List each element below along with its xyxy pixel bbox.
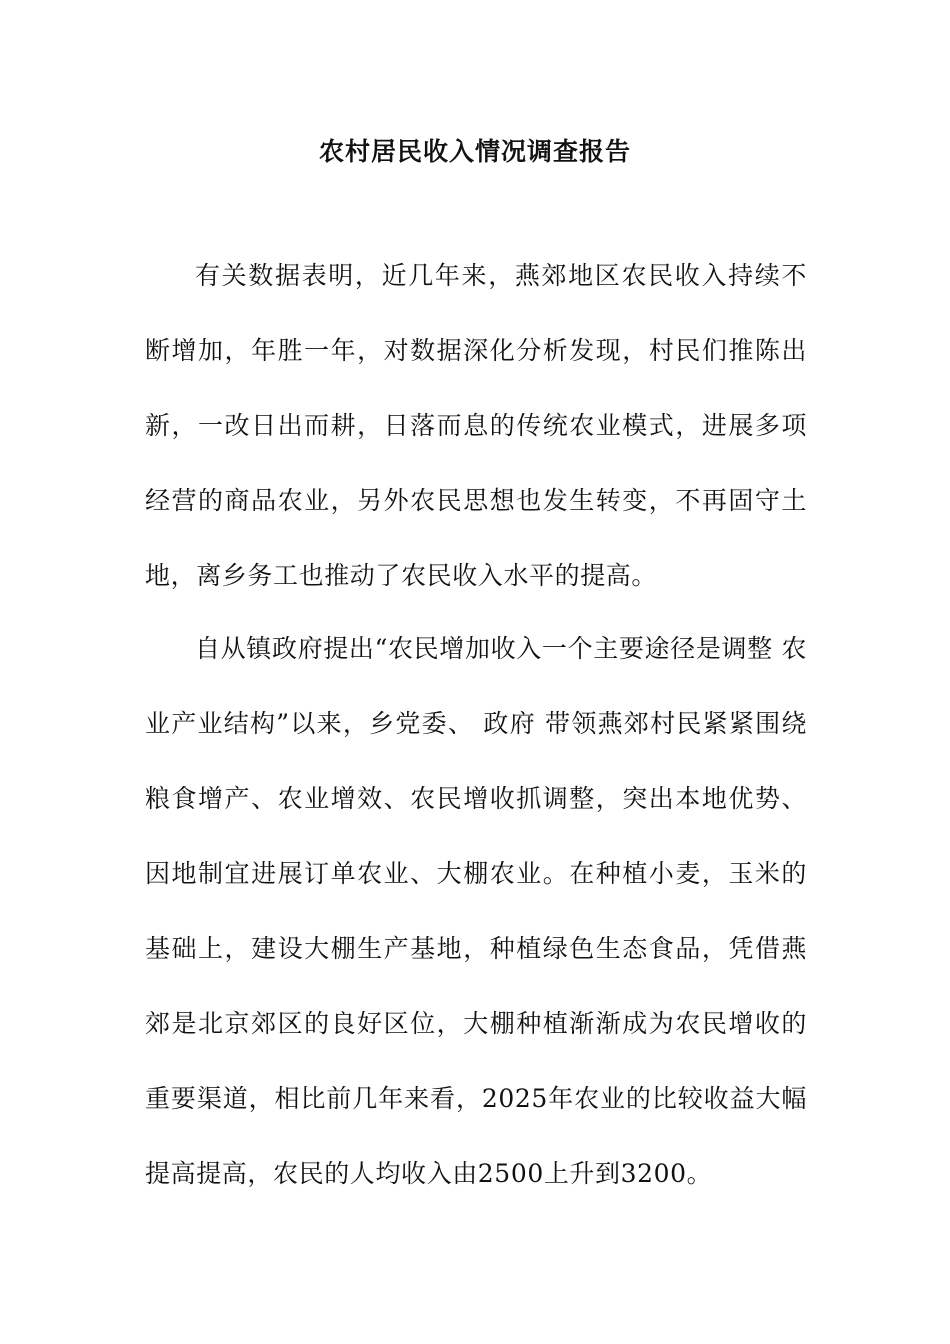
paragraph-block-2 [145,611,807,1211]
paragraph-block-1 [145,238,807,613]
body-paragraph-2: 自从镇政府提出“农民增加收入一个主要途径是调整 农业产业结构”以来，乡党委、 政府 带领燕郊村民紧紧围绕 粮食增产、农业增效、农民增收抓调整，突出本地优势、因地制宜进展订单农业、大棚农业。在种植小麦，玉米的基础上，建设大棚生产基地，种植绿色生态食品，凭借燕郊是北京郊区的良好区位，大棚种植渐渐成为农民增收的重要渠道，相比前几年来看，2025年农业的比较收益大幅提高提高，农民的人均收入由2500上升到3200。 [145,634,807,1188]
body-paragraph-1: 有关数据表明，近几年来，燕郊地区农民收入持续不断增加，年胜一年，对数据深化分析发现，村民们推陈出新，一改日出而耕，日落而息的传统农业模式，进展多项经营的商品农业，另外农民思想也发生转变，不再固守土地，离乡务工也推动了农民收入水平的提高。 [145,261,807,590]
document-title: 农村居民收入情况调查报告 [318,137,631,166]
